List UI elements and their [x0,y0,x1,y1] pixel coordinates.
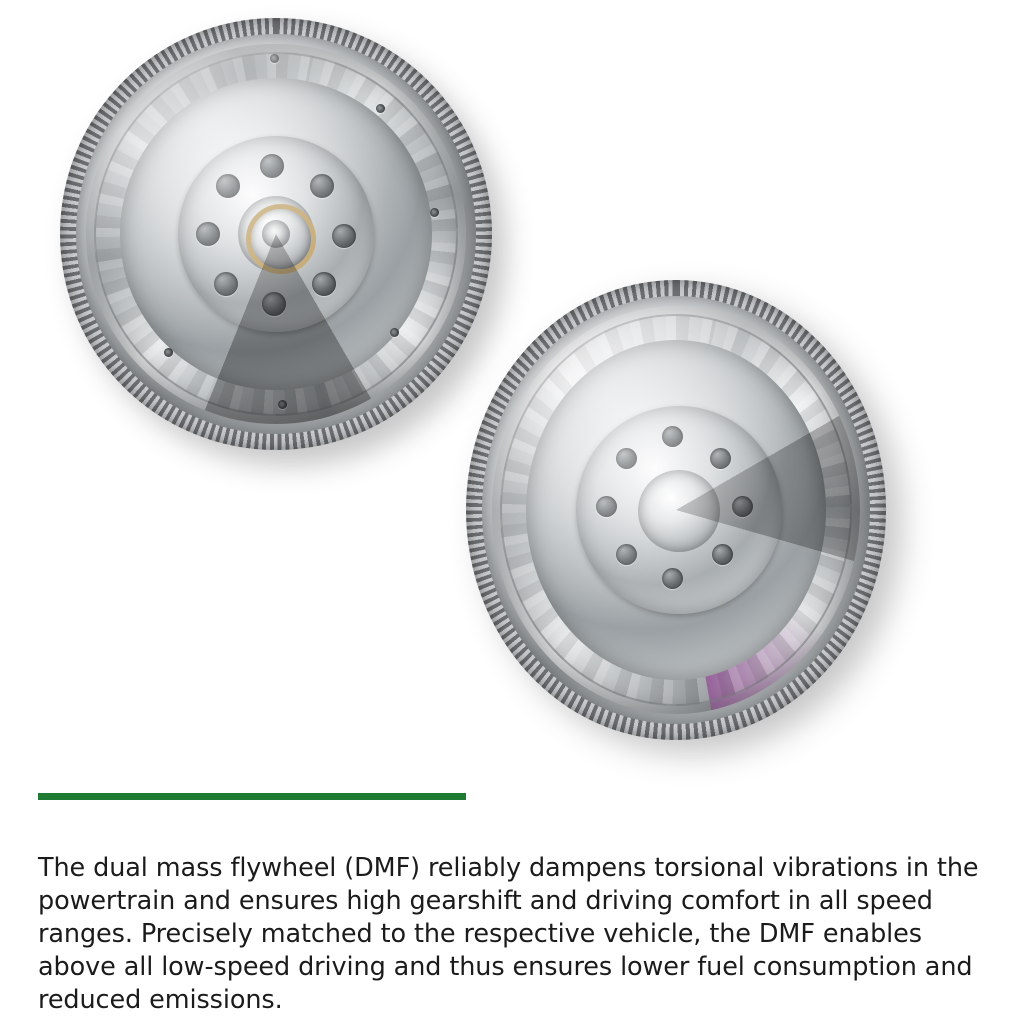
accent-divider [38,793,466,800]
shadow-sector [86,44,466,424]
flywheel-engine-side [60,18,492,450]
flywheel-clutch-side [466,280,886,740]
shadow-sector [492,306,860,714]
product-description: The dual mass flywheel (DMF) reliably dampens torsional vibrations in the powertrain and ensures high gearshift and driving comfort in all speed ranges. Precisely matched to the respective vehicle, the DMF enables above all low-speed driving and thus ensures lower fuel consumption and reduced emissions. [38,852,979,1015]
